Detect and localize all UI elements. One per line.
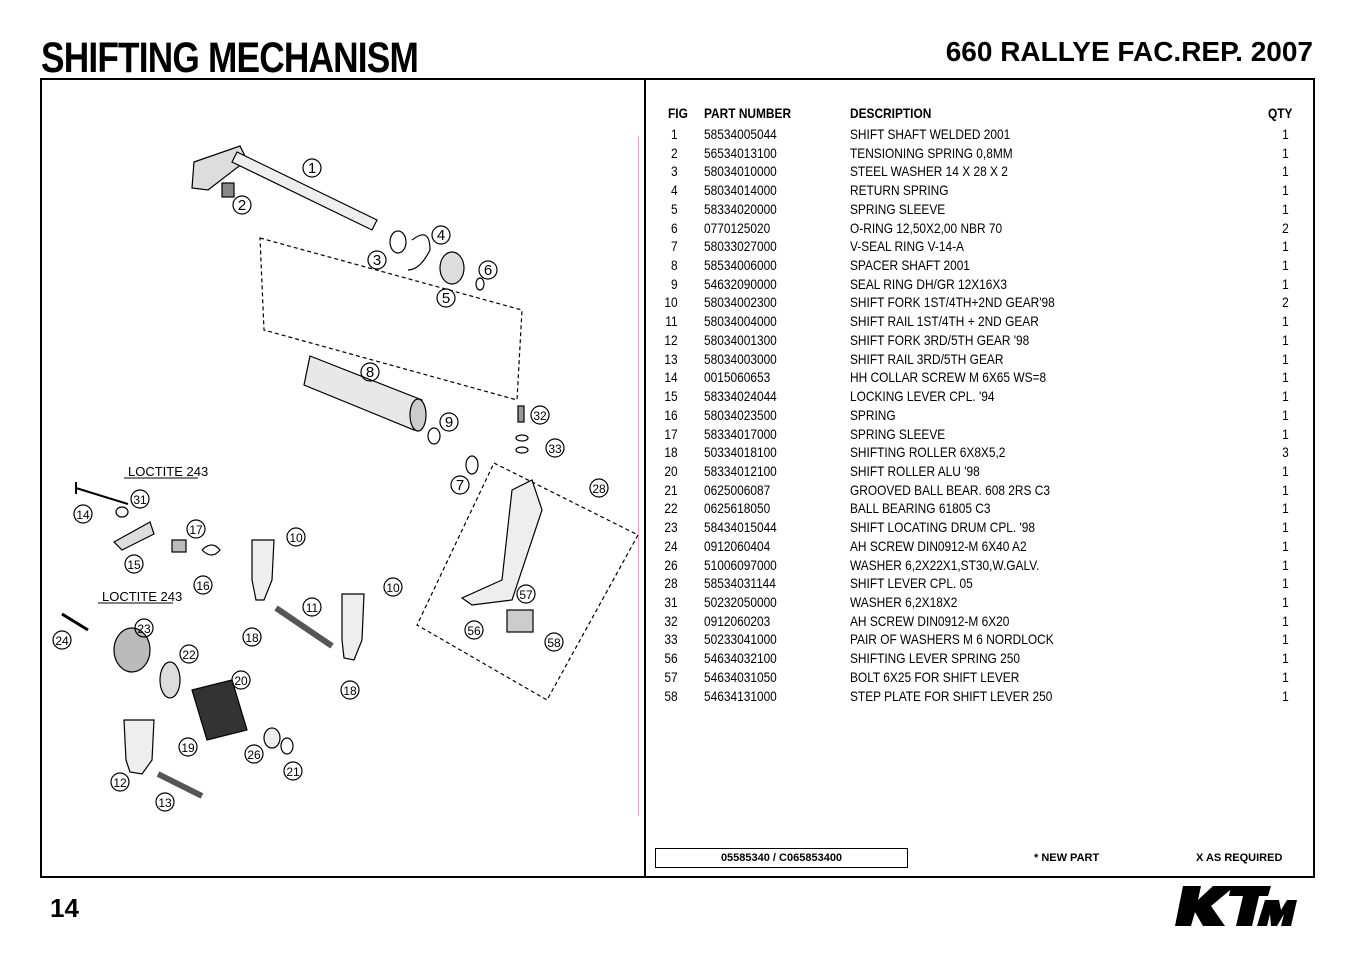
shift-fork-10-b — [342, 594, 364, 660]
callout: 10 — [289, 531, 303, 545]
fig-cell: 9 — [670, 275, 678, 292]
description-cell: AH SCREW DIN0912-M 6X40 A2 — [850, 537, 1027, 554]
description-cell: RETURN SPRING — [850, 182, 949, 199]
qty-cell: 1 — [1282, 126, 1289, 142]
table-row — [655, 257, 1295, 276]
callout: 10 — [386, 581, 400, 595]
callout: 22 — [182, 648, 196, 662]
table-row — [655, 351, 1295, 370]
table-row — [655, 631, 1295, 650]
qty-cell: 1 — [1282, 650, 1289, 667]
part-number-cell: 0625006087 — [704, 481, 771, 498]
description-cell: SPACER SHAFT 2001 — [850, 257, 970, 274]
table-row — [655, 557, 1295, 576]
fig-cell: 13 — [664, 350, 678, 367]
part-number-cell: 58034002300 — [704, 294, 777, 311]
part-number-cell: 0912060404 — [704, 537, 771, 554]
table-row — [655, 650, 1295, 669]
table-row — [655, 163, 1295, 182]
callout: 58 — [547, 636, 561, 650]
part-number-cell: 51006097000 — [704, 556, 777, 573]
qty-cell: 1 — [1282, 537, 1289, 554]
table-row — [655, 220, 1295, 239]
description-cell: SHIFT LOCATING DRUM CPL. '98 — [850, 519, 1035, 536]
qty-cell: 1 — [1282, 668, 1289, 685]
fig-cell: 12 — [664, 331, 678, 348]
table-row — [655, 294, 1295, 313]
diagram-svg — [42, 80, 642, 874]
description-cell: SHIFT ROLLER ALU '98 — [850, 462, 980, 479]
table-row — [655, 238, 1295, 257]
description-cell: SHIFTING ROLLER 6X8X5,2 — [850, 444, 1006, 461]
description-cell: STEEL WASHER 14 X 28 X 2 — [850, 163, 1008, 180]
shift-rail-11 — [276, 608, 332, 646]
shift-fork-10-a — [252, 540, 274, 600]
qty-cell: 2 — [1282, 219, 1289, 236]
callout: 17 — [189, 523, 203, 537]
callout: 56 — [467, 624, 481, 638]
description-cell: BOLT 6X25 FOR SHIFT LEVER — [850, 668, 1020, 685]
table-row — [655, 126, 1295, 145]
callout: 21 — [286, 765, 300, 779]
fig-cell: 7 — [670, 238, 678, 255]
part-number-cell: 58434015044 — [704, 519, 777, 536]
callout: 19 — [181, 741, 195, 755]
description-cell: SHIFT RAIL 3RD/5TH GEAR — [850, 350, 1004, 367]
fig-cell: 21 — [664, 481, 678, 498]
callout: 24 — [55, 634, 69, 648]
qty-cell: 1 — [1282, 331, 1289, 348]
fig-cell: 17 — [664, 425, 678, 442]
table-row — [655, 669, 1295, 688]
callout: 7 — [455, 477, 465, 494]
part-number-cell: 54634131000 — [704, 687, 777, 704]
washer-26-shape — [264, 728, 280, 748]
fig-cell: 3 — [670, 163, 678, 180]
table-row — [655, 444, 1295, 463]
return-spring-shape — [408, 235, 430, 270]
fig-cell: 1 — [670, 126, 678, 142]
qty-cell: 3 — [1282, 444, 1289, 461]
callout: 57 — [519, 588, 533, 602]
part-number-cell: 58034003000 — [704, 350, 777, 367]
callout: 12 — [113, 776, 127, 790]
qty-cell: 1 — [1282, 575, 1289, 592]
fig-cell: 57 — [664, 668, 678, 685]
description-cell: BALL BEARING 61805 C3 — [850, 500, 991, 517]
part-number-cell: 50334018100 — [704, 444, 777, 461]
part-number-cell: 58334024044 — [704, 388, 777, 405]
description-cell: V-SEAL RING V-14-A — [850, 238, 964, 255]
description-cell: SEAL RING DH/GR 12X16X3 — [850, 275, 1007, 292]
qty-cell: 1 — [1282, 200, 1289, 217]
table-row — [655, 369, 1295, 388]
fig-cell: 23 — [664, 519, 678, 536]
part-number-cell: 58033027000 — [704, 238, 777, 255]
callout: 4 — [436, 227, 446, 244]
callout: 6 — [483, 262, 493, 279]
fig-cell: 20 — [664, 462, 678, 479]
as-required-legend: X AS REQUIRED — [1196, 852, 1283, 864]
part-number-cell: 0015060653 — [704, 369, 771, 386]
description-cell: SPRING — [850, 406, 896, 423]
fig-cell: 26 — [664, 556, 678, 573]
table-row — [655, 482, 1295, 501]
callout: 18 — [245, 631, 259, 645]
callout: 32 — [533, 409, 547, 423]
description-cell: STEP PLATE FOR SHIFT LEVER 250 — [850, 687, 1053, 704]
qty-cell: 1 — [1282, 144, 1289, 161]
table-row — [655, 688, 1295, 707]
grooved-bearing-21-shape — [281, 738, 293, 754]
fig-cell: 6 — [670, 219, 678, 236]
order-number: 05585340 / C065853400 — [655, 848, 908, 868]
page-number: 14 — [50, 893, 79, 923]
qty-cell: 1 — [1282, 388, 1289, 405]
description-cell: LOCKING LEVER CPL. '94 — [850, 388, 995, 405]
qty-cell: 1 — [1282, 556, 1289, 573]
fig-cell: 5 — [670, 200, 678, 217]
table-row — [655, 313, 1295, 332]
header-part-number: PART NUMBER — [704, 105, 792, 121]
callout: 13 — [158, 796, 172, 810]
part-number-cell: 58334012100 — [704, 462, 777, 479]
qty-cell: 1 — [1282, 163, 1289, 180]
table-row — [655, 201, 1295, 220]
fig-cell: 4 — [670, 182, 678, 199]
fig-cell: 8 — [670, 257, 678, 274]
table-row — [655, 276, 1295, 295]
part-number-cell: 58034001300 — [704, 331, 777, 348]
table-row — [655, 613, 1295, 632]
description-cell: HH COLLAR SCREW M 6X65 WS=8 — [850, 369, 1047, 386]
table-row — [655, 575, 1295, 594]
callout: 14 — [76, 508, 90, 522]
ktm-logo — [1175, 884, 1297, 928]
spring-16-shape — [202, 545, 220, 555]
table-row — [655, 407, 1295, 426]
description-cell: AH SCREW DIN0912-M 6X20 — [850, 612, 1010, 629]
steel-washer-shape — [390, 231, 406, 253]
qty-cell: 1 — [1282, 631, 1289, 648]
qty-cell: 1 — [1282, 406, 1289, 423]
fig-cell: 31 — [664, 593, 678, 610]
description-cell: SHIFT LEVER CPL. 05 — [850, 575, 973, 592]
header-qty: QTY — [1268, 105, 1293, 121]
callout: 18 — [343, 684, 357, 698]
fig-cell: 11 — [665, 313, 678, 330]
loctite-label-2: LOCTITE 243 — [102, 589, 183, 604]
fig-cell: 15 — [664, 388, 678, 405]
part-number-cell: 50232050000 — [704, 593, 777, 610]
header-description: DESCRIPTION — [850, 105, 932, 121]
description-cell: SHIFT SHAFT WELDED 2001 — [850, 126, 1011, 142]
fig-cell: 2 — [670, 144, 678, 161]
table-row — [655, 388, 1295, 407]
callout: 11 — [305, 601, 319, 615]
new-part-legend: * NEW PART — [1034, 852, 1100, 864]
fig-cell: 28 — [664, 575, 678, 592]
description-cell: SHIFT FORK 3RD/5TH GEAR '98 — [850, 331, 1030, 348]
qty-cell: 1 — [1282, 687, 1289, 704]
page-title: SHIFTING MECHANISM — [41, 34, 419, 82]
qty-cell: 1 — [1282, 519, 1289, 536]
loctite-label-1: LOCTITE 243 — [128, 464, 209, 479]
collar-screw-shape — [76, 482, 128, 504]
description-cell: WASHER 6,2X22X1,ST30,W.GALV. — [850, 556, 1040, 573]
qty-cell: 1 — [1282, 275, 1289, 292]
fig-cell: 33 — [664, 631, 678, 648]
part-number-cell: 58034023500 — [704, 406, 777, 423]
fig-cell: 10 — [664, 294, 678, 311]
description-cell: GROOVED BALL BEAR. 608 2RS C3 — [850, 481, 1050, 498]
table-row — [655, 463, 1295, 482]
o-ring-shape — [476, 278, 484, 290]
description-cell: SPRING SLEEVE — [850, 200, 946, 217]
qty-cell: 1 — [1282, 425, 1289, 442]
part-number-cell: 54634032100 — [704, 650, 777, 667]
fig-cell: 24 — [664, 537, 678, 554]
table-row — [655, 538, 1295, 557]
description-cell: SHIFT RAIL 1ST/4TH + 2ND GEAR — [850, 313, 1039, 330]
callout: 26 — [247, 748, 261, 762]
callout: 8 — [365, 364, 375, 381]
part-number-cell: 56534013100 — [704, 144, 777, 161]
callout: 2 — [237, 197, 247, 214]
fig-cell: 58 — [664, 687, 678, 704]
callout: 5 — [441, 290, 451, 307]
callout: 3 — [372, 252, 382, 269]
part-number-cell: 58534031144 — [704, 575, 776, 592]
fig-cell: 16 — [664, 406, 678, 423]
shift-fork-12 — [124, 720, 154, 774]
table-row — [655, 594, 1295, 613]
qty-cell: 1 — [1282, 182, 1289, 199]
description-cell: PAIR OF WASHERS M 6 NORDLOCK — [850, 631, 1054, 648]
washer-31-shape — [116, 507, 128, 517]
qty-cell: 1 — [1282, 257, 1289, 274]
part-number-cell: 54634031050 — [704, 668, 777, 685]
qty-cell: 1 — [1282, 481, 1289, 498]
fig-cell: 18 — [664, 444, 678, 461]
qty-cell: 1 — [1282, 462, 1289, 479]
callout: 31 — [133, 493, 147, 507]
description-cell: SHIFTING LEVER SPRING 250 — [850, 650, 1020, 667]
qty-cell: 1 — [1282, 612, 1289, 629]
v-seal-shape — [466, 456, 478, 474]
table-row — [655, 332, 1295, 351]
part-number-cell: 58534006000 — [704, 257, 777, 274]
part-number-cell: 0912060203 — [704, 612, 771, 629]
callout: 1 — [307, 160, 317, 177]
part-number-cell: 58034014000 — [704, 182, 777, 199]
table-row — [655, 145, 1295, 164]
callout: 23 — [137, 622, 151, 636]
description-cell: O-RING 12,50X2,00 NBR 70 — [850, 219, 1003, 236]
description-cell: WASHER 6,2X18X2 — [850, 593, 958, 610]
header-fig: FIG — [668, 105, 688, 121]
callout: 28 — [592, 482, 606, 496]
ah-screw-24-shape — [62, 614, 88, 630]
qty-cell: 1 — [1282, 313, 1289, 330]
step-plate-shape — [507, 610, 533, 632]
table-row — [655, 500, 1295, 519]
qty-cell: 1 — [1282, 500, 1289, 517]
part-number-cell: 50233041000 — [704, 631, 777, 648]
callout: 9 — [444, 414, 454, 431]
column-divider — [644, 78, 646, 876]
table-row — [655, 182, 1295, 201]
qty-cell: 1 — [1282, 238, 1289, 255]
callout: 16 — [196, 579, 210, 593]
callout: 33 — [548, 442, 562, 456]
locking-lever-shape — [114, 522, 154, 550]
parts-table — [655, 126, 1295, 706]
description-cell: TENSIONING SPRING 0,8MM — [850, 144, 1013, 161]
fig-cell: 22 — [664, 500, 678, 517]
part-number-cell: 58334020000 — [704, 200, 777, 217]
callout: 20 — [234, 674, 248, 688]
part-number-cell: 54632090000 — [704, 275, 777, 292]
table-row — [655, 426, 1295, 445]
part-number-cell: 58034010000 — [704, 163, 777, 180]
model-title: 660 RALLYE FAC.REP. 2007 — [945, 36, 1313, 67]
part-number-cell: 58334017000 — [704, 425, 777, 442]
qty-cell: 1 — [1282, 369, 1289, 386]
fig-cell: 14 — [664, 369, 678, 386]
spring-sleeve-shape — [440, 252, 464, 284]
qty-cell: 2 — [1282, 294, 1289, 311]
part-number-cell: 0625618050 — [704, 500, 771, 517]
tensioning-spring-shape — [222, 183, 234, 197]
table-row — [655, 519, 1295, 538]
part-number-cell: 58034004000 — [704, 313, 777, 330]
qty-cell: 1 — [1282, 593, 1289, 610]
qty-cell: 1 — [1282, 350, 1289, 367]
callout: 15 — [127, 558, 141, 572]
seal-ring-shape — [428, 428, 440, 444]
ball-bearing-22-shape — [160, 662, 180, 698]
fig-cell: 56 — [664, 650, 678, 667]
fig-cell: 32 — [664, 612, 678, 629]
description-cell: SHIFT FORK 1ST/4TH+2ND GEAR'98 — [850, 294, 1055, 311]
exploded-diagram — [42, 80, 642, 874]
part-number-cell: 58534005044 — [704, 126, 777, 142]
description-cell: SPRING SLEEVE — [850, 425, 946, 442]
part-number-cell: 0770125020 — [704, 219, 771, 236]
